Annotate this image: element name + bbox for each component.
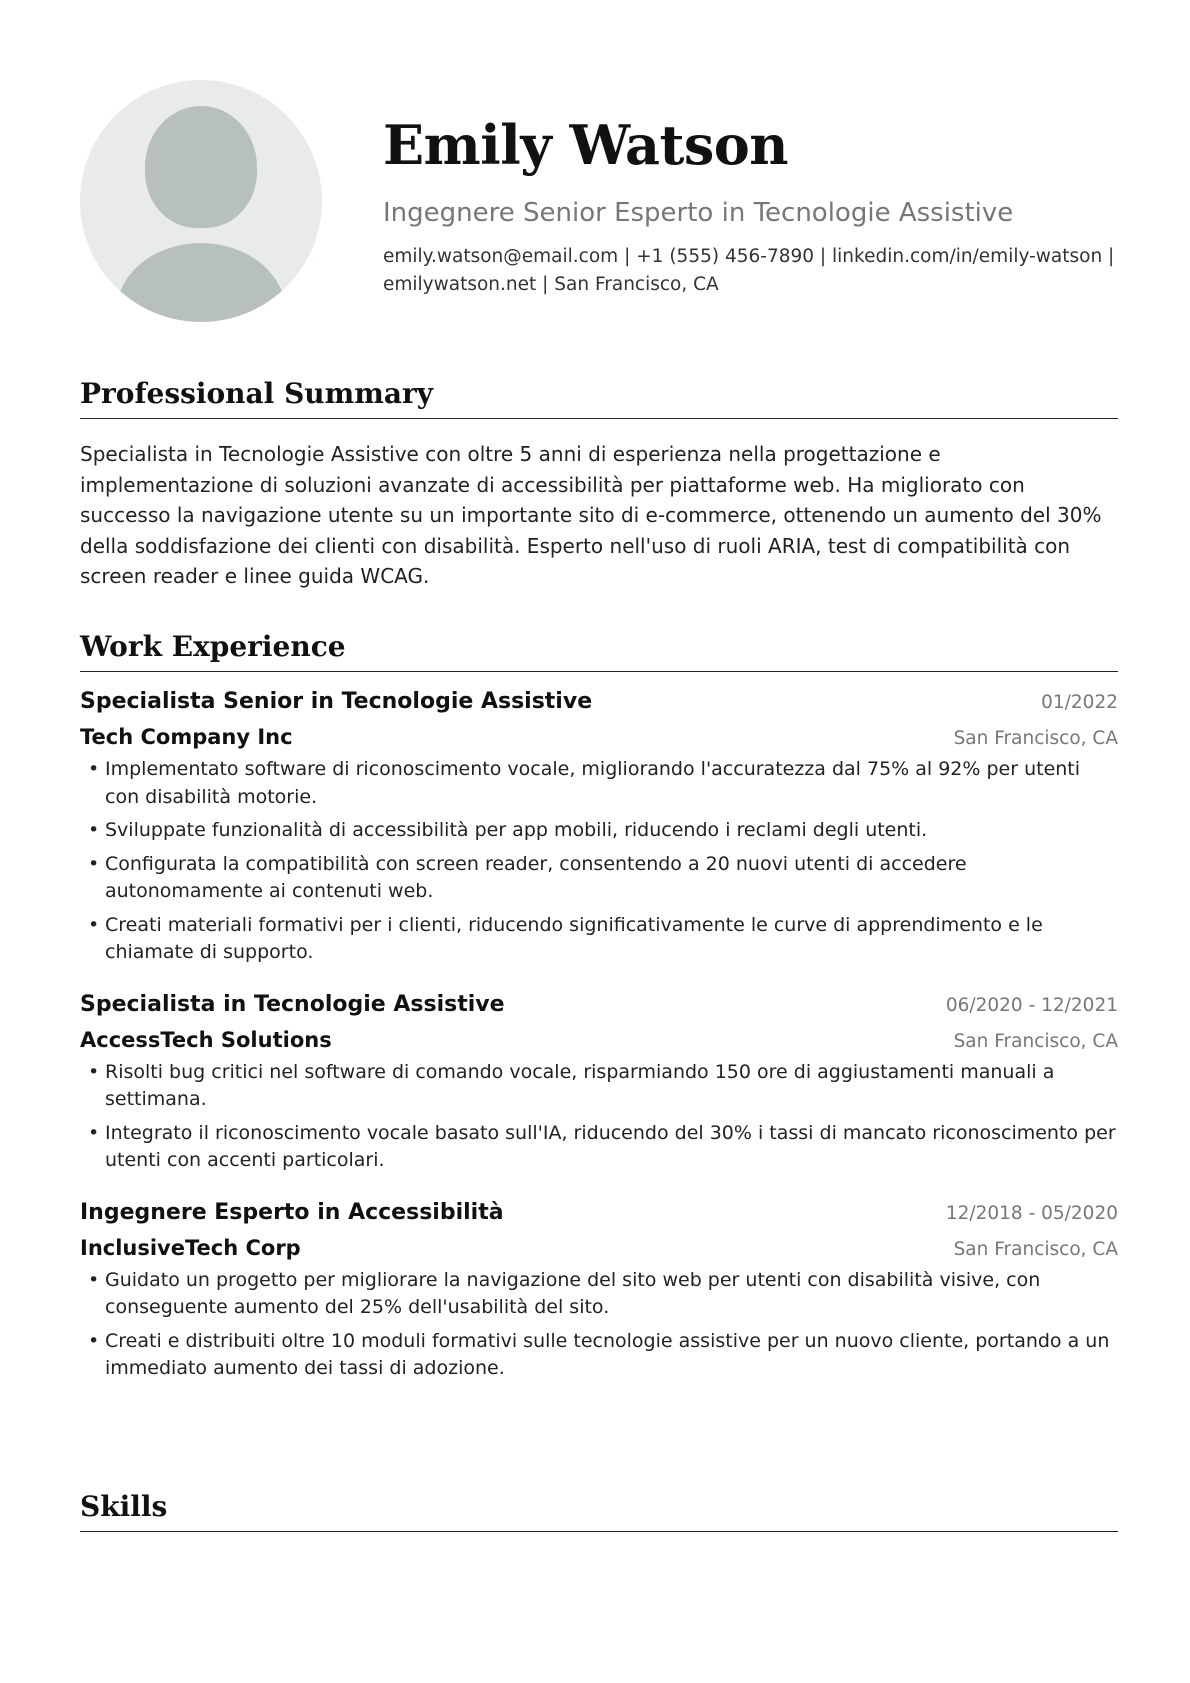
job-company: InclusiveTech Corp: [80, 1235, 301, 1260]
contact-line-1: emily.watson@email.com | +1 (555) 456-7890 | linkedin.com/in/emily-watson |: [383, 246, 1115, 267]
job-entry: [80, 1195, 1118, 1383]
avatar-head-shape: [145, 106, 257, 228]
job-date: 06/2020 - 12/2021: [945, 994, 1118, 1016]
job-entry: [80, 684, 1118, 967]
job-bullet: • Implementato software di riconoscimento vocale, migliorando l'accuratezza dal 75% al 92% per utenti con disabilità motorie.: [80, 756, 1118, 811]
job-location: San Francisco, CA: [953, 728, 1118, 749]
job-location: San Francisco, CA: [953, 1238, 1118, 1260]
job-bullets: [80, 1059, 1118, 1175]
summary-text: Specialista in Tecnologie Assistive con oltre 5 anni di esperienza nella progettazione e implementazione di soluzioni avanzate di accessibilità per piattaforme web. Ha migliorato con successo la navigazione utente su un importante sito di e-commerce, ottenendo un aumento del 30% della soddisfazione dei clienti con disabilità. Esperto nell'uso di ruoli ARIA, test di compatibilità con screen reader e linee guida WCAG.: [80, 442, 1102, 588]
job-location: San Francisco, CA: [953, 1030, 1118, 1052]
job-title: Specialista Senior in Tecnologie Assistive: [80, 689, 593, 714]
job-company: Tech Company Inc: [80, 725, 293, 749]
experience-section: [80, 627, 1118, 1389]
contact-info: [383, 243, 1123, 299]
job-entry: [80, 987, 1118, 1175]
job-bullets: [80, 756, 1118, 967]
avatar-placeholder: [80, 80, 322, 322]
summary-section: [80, 374, 1118, 592]
contact-line-2: emilywatson.net | San Francisco, CA: [383, 274, 719, 295]
job-bullet: • Integrato il riconoscimento vocale basato sull'IA, riducendo del 30% i tassi di mancato riconoscimento per utenti con accenti particolari.: [80, 1120, 1118, 1175]
summary-heading: Professional Summary: [80, 374, 1118, 419]
job-bullet: • Guidato un progetto per migliorare la navigazione del sito web per utenti con disabilità visive, con conseguente aumento del 25% dell'usabilità del sito.: [80, 1267, 1118, 1322]
job-title: Specialista in Tecnologie Assistive: [80, 991, 505, 1017]
job-title-row: [80, 1195, 1118, 1231]
job-company-row: [80, 720, 1118, 754]
job-date: 01/2022: [1041, 692, 1118, 713]
job-title-row: [80, 987, 1118, 1023]
resume-header: [383, 105, 1123, 299]
candidate-title: Ingegnere Senior Esperto in Tecnologie Assistive: [383, 198, 1014, 228]
job-bullet: • Configurata la compatibilità con screen reader, consentendo a 20 nuovi utenti di accedere autonomamente ai contenuti web.: [80, 851, 1118, 906]
job-title-row: [80, 684, 1118, 720]
job-bullet: • Risolti bug critici nel software di comando vocale, risparmiando 150 ore di aggiustamenti manuali a settimana.: [80, 1059, 1118, 1114]
skills-section: [80, 1487, 1118, 1532]
avatar-body-shape: [116, 243, 286, 322]
candidate-name: Emily Watson: [383, 113, 789, 177]
experience-heading: Work Experience: [80, 627, 1118, 672]
job-company-row: [80, 1023, 1118, 1057]
job-bullet: • Sviluppate funzionalità di accessibilità per app mobili, riducendo i reclami degli utenti.: [80, 817, 1118, 845]
skills-heading: Skills: [80, 1487, 1118, 1532]
job-company: AccessTech Solutions: [80, 1027, 332, 1052]
job-bullet: • Creati e distribuiti oltre 10 moduli formativi sulle tecnologie assistive per un nuovo cliente, portando a un immediato aumento dei tassi di adozione.: [80, 1328, 1118, 1383]
job-bullet: • Creati materiali formativi per i clienti, riducendo significativamente le curve di apprendimento e le chiamate di supporto.: [80, 912, 1118, 967]
job-date: 12/2018 - 05/2020: [945, 1202, 1118, 1224]
job-bullets: [80, 1267, 1118, 1383]
job-company-row: [80, 1231, 1118, 1265]
job-title: Ingegnere Esperto in Accessibilità: [80, 1199, 504, 1225]
